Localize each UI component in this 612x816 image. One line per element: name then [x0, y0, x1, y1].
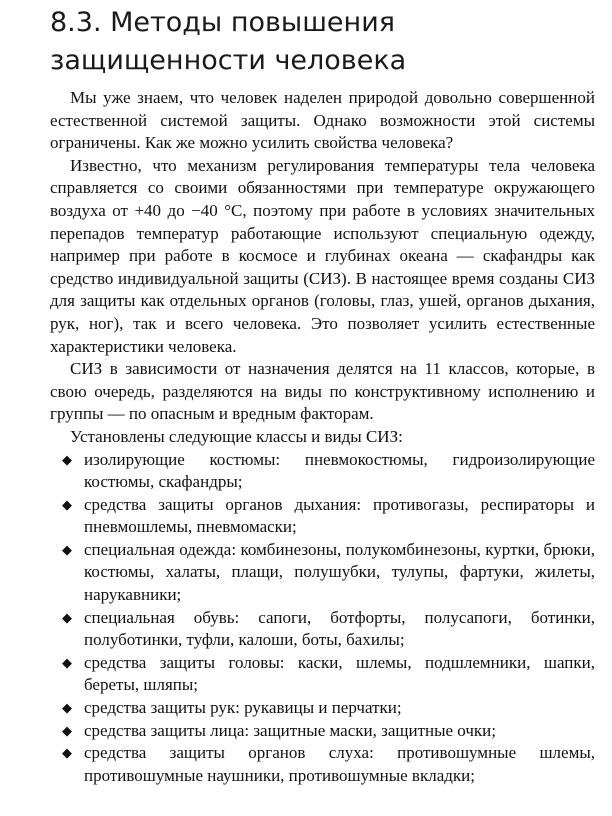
list-item-text: специальная обувь: сапоги, ботфорты, полусапоги, ботинки, полуботинки, туфли, калоши, боты, бахилы;	[84, 607, 595, 650]
list-item	[50, 697, 595, 720]
diamond-bullet-icon: ◆	[62, 722, 72, 738]
list-item-text: средства защиты лица: защитные маски, защитные очки;	[84, 720, 497, 740]
list-item-text: средства защиты головы: каски, шлемы, подшлемники, шапки, береты, шляпы;	[84, 652, 595, 695]
list-item	[50, 494, 595, 539]
list-item	[50, 539, 595, 607]
paragraph: Установлены следующие классы и виды СИЗ:	[70, 426, 403, 446]
list-item	[50, 607, 595, 652]
body-text	[50, 87, 595, 787]
section-heading: 8.3. Методы повышения защищенности человека	[50, 7, 407, 76]
diamond-bullet-icon: ◆	[62, 496, 72, 512]
ppe-classes-list	[50, 449, 595, 788]
diamond-bullet-icon: ◆	[62, 609, 72, 625]
list-item	[50, 449, 595, 494]
diamond-bullet-icon: ◆	[62, 700, 72, 716]
list-item-text: специальная одежда: комбинезоны, полукомбинезоны, куртки, брюки, костюмы, халаты, плащи, полушубки, тулупы, фартуки, жилеты, нарукавники;	[84, 539, 595, 605]
diamond-bullet-icon: ◆	[62, 745, 72, 761]
list-item-text: изолирующие костюмы: пневмокостюмы, гидроизолирующие костюмы, скафандры;	[84, 449, 595, 492]
list-item	[50, 742, 595, 787]
diamond-bullet-icon: ◆	[62, 541, 72, 557]
paragraph: СИЗ в зависимости от назначения делятся на 11 классов, которые, в свою очередь, разделяются на виды по конструктивному исполнению и группы — по опасным и вредным факторам.	[50, 359, 595, 424]
list-item	[50, 652, 595, 697]
list-item-text: средства защиты рук: рукавицы и перчатки;	[84, 698, 402, 718]
paragraph: Известно, что механизм регулирования температуры тела человека справляется со своими обязанностями при температуре окружающего воздуха от +40 до −40 °С, поэтому при работе в условиях значительных перепадов температур работающие используют специальную одежду, например при работе в космосе и глубинах океана — скафандры как средство индивидуальной защиты (СИЗ). В настоящее время созданы СИЗ для защиты как отдельных органов (головы, глаз, ушей, органов дыхания, рук, ног), так и всего человека. Это позволяет усилить естественные характеристики человека.	[50, 155, 595, 356]
diamond-bullet-icon: ◆	[62, 654, 72, 670]
list-item-text: средства защиты органов слуха: противошумные шлемы, противошумные наушники, противошумные вкладки;	[84, 743, 595, 785]
list-item-text: средства защиты органов дыхания: противогазы, респираторы и пневмошлемы, пневмомаски;	[84, 494, 595, 537]
diamond-bullet-icon: ◆	[62, 451, 72, 467]
list-item	[50, 720, 595, 743]
paragraph: Мы уже знаем, что человек наделен природой довольно совершенной естественной системой защиты. Однако возможности этой системы ограничены. Как же можно усилить свойства человека?	[50, 88, 595, 153]
